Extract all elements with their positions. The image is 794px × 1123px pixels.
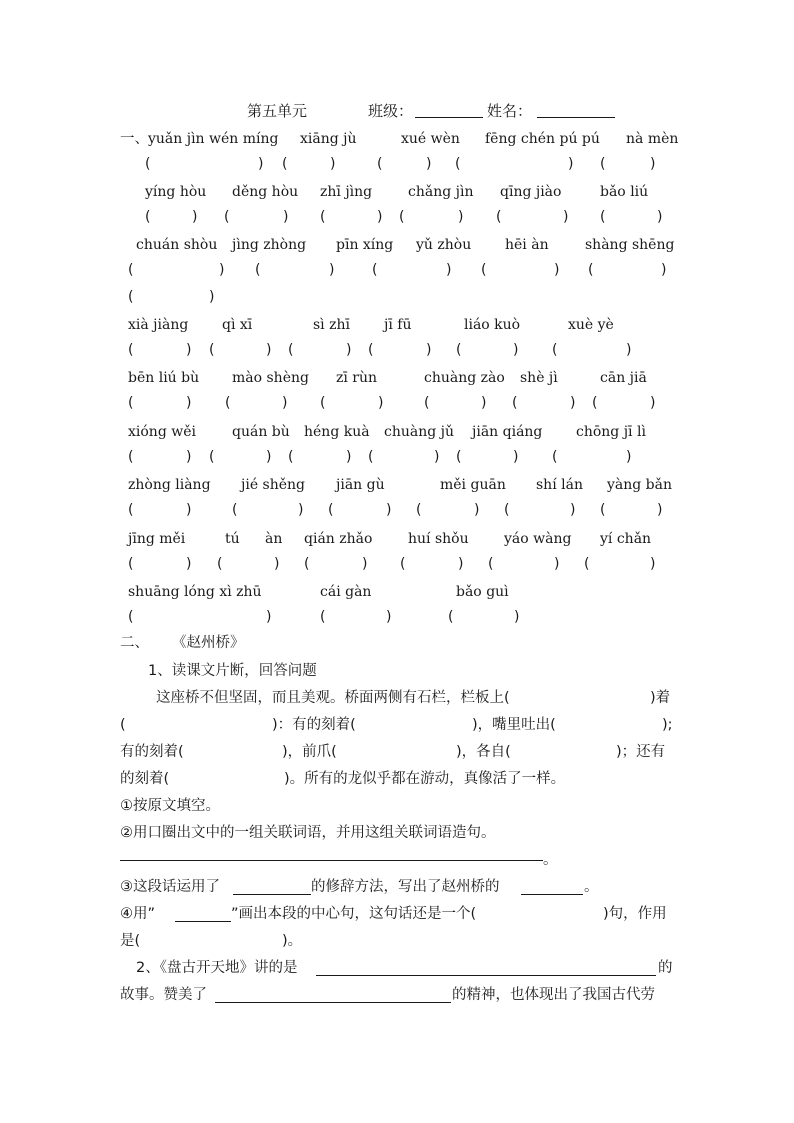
- question-2: 2、《盘古开天地》讲的是: [136, 960, 298, 976]
- answer-paren[interactable]: (: [368, 449, 374, 465]
- pinyin-item: chuàng zào: [424, 370, 505, 386]
- section-1-label: 一、: [120, 131, 149, 147]
- pinyin-item: zhòng liàng: [128, 477, 211, 493]
- pinyin-item: xuè yè: [568, 317, 614, 333]
- answer-paren[interactable]: (: [225, 395, 231, 411]
- answer-paren[interactable]: (: [224, 209, 230, 225]
- answer-paren[interactable]: ): [282, 395, 288, 411]
- answer-paren[interactable]: ): [568, 156, 574, 172]
- pinyin-item: yàng bǎn: [607, 477, 673, 493]
- rhetoric-blank[interactable]: [233, 880, 311, 895]
- answer-paren[interactable]: (: [552, 342, 558, 358]
- passage-text: )，前爪(: [282, 744, 337, 760]
- answer-paren[interactable]: (: [399, 209, 405, 225]
- answer-paren[interactable]: ): [258, 156, 264, 172]
- answer-paren[interactable]: (: [288, 342, 294, 358]
- passage-text: )，各自(: [456, 744, 511, 760]
- pinyin-item: qīng jiào: [500, 184, 562, 200]
- answer-paren[interactable]: (: [592, 395, 598, 411]
- answer-paren[interactable]: (: [455, 156, 461, 172]
- pinyin-item: xià jiàng: [128, 317, 189, 333]
- answer-paren[interactable]: (: [368, 342, 374, 358]
- answer-paren[interactable]: (: [456, 449, 462, 465]
- pinyin-item: mào shèng: [232, 370, 309, 386]
- answer-paren[interactable]: (: [320, 209, 326, 225]
- pinyin-item: chuán shòu: [136, 237, 218, 253]
- answer-paren[interactable]: (: [600, 502, 606, 518]
- passage-text: );: [662, 717, 673, 733]
- story-blank[interactable]: [316, 961, 656, 976]
- answer-paren[interactable]: ): [266, 609, 272, 625]
- section-2-title: 《赵州桥》: [172, 635, 245, 651]
- answer-paren[interactable]: ): [186, 342, 192, 358]
- sub-question-3-mid: 的修辞方法，写出了赵州桥的: [311, 879, 500, 895]
- question-1-title: 1、读课文片断，回答问题: [148, 663, 317, 679]
- answer-paren[interactable]: ): [481, 395, 487, 411]
- answer-paren[interactable]: ): [458, 209, 464, 225]
- answer-paren[interactable]: ): [346, 449, 352, 465]
- answer-paren[interactable]: ): [657, 502, 663, 518]
- pinyin-item: shí lán: [536, 477, 583, 493]
- class-blank[interactable]: [415, 103, 483, 118]
- pinyin-item: shè jì: [520, 370, 558, 386]
- answer-paren[interactable]: (: [400, 556, 406, 572]
- pinyin-item: děng hòu: [232, 184, 299, 200]
- passage-text: )着: [650, 690, 671, 706]
- answer-paren[interactable]: (: [377, 156, 383, 172]
- answer-paren[interactable]: (: [128, 449, 134, 465]
- passage-text: 有的刻着(: [120, 744, 184, 760]
- answer-paren[interactable]: (: [504, 502, 510, 518]
- passage-text: (: [120, 717, 126, 733]
- passage-text: )。所有的龙似乎都在游动，真像活了一样。: [284, 771, 566, 787]
- pinyin-item: cān jiā: [600, 370, 647, 386]
- answer-paren[interactable]: (: [320, 609, 326, 625]
- answer-paren[interactable]: (: [584, 556, 590, 572]
- answer-paren[interactable]: ): [657, 209, 663, 225]
- pinyin-item: cái gàn: [320, 584, 372, 600]
- pinyin-item: héng kuà: [304, 424, 370, 440]
- pinyin-item: jīng měi: [128, 531, 186, 547]
- pinyin-item: xué wèn: [401, 131, 460, 147]
- pinyin-item: jié shěng: [241, 477, 306, 493]
- sub-question-2: ②用口圈出文中的一组关联词语，并用这组关联词语造句。: [120, 825, 496, 841]
- pinyin-item: jiān qiáng: [472, 424, 543, 440]
- pinyin-item: chōng jī lì: [576, 424, 646, 440]
- answer-paren[interactable]: ): [378, 395, 384, 411]
- answer-paren[interactable]: (: [232, 502, 238, 518]
- sentence-answer-line[interactable]: [120, 846, 543, 861]
- answer-paren[interactable]: ): [446, 262, 452, 278]
- answer-paren[interactable]: ): [274, 556, 280, 572]
- answer-paren[interactable]: (: [512, 395, 518, 411]
- sub-question-3-end: 。: [584, 879, 599, 895]
- sub-question-2-end: 。: [543, 852, 558, 868]
- answer-paren[interactable]: ): [426, 156, 432, 172]
- answer-paren[interactable]: ): [192, 209, 198, 225]
- pinyin-item: zhī jìng: [320, 184, 373, 200]
- answer-paren[interactable]: ): [626, 449, 632, 465]
- answer-paren[interactable]: (: [128, 289, 134, 305]
- answer-paren[interactable]: ): [219, 262, 225, 278]
- pinyin-item: jìng zhòng: [232, 237, 307, 253]
- pinyin-item: huí shǒu: [408, 531, 469, 547]
- answer-paren[interactable]: ): [186, 502, 192, 518]
- pinyin-item: yáo wàng: [504, 531, 572, 547]
- answer-paren[interactable]: ): [426, 342, 432, 358]
- pinyin-item: xiāng jù: [300, 131, 357, 147]
- answer-paren[interactable]: (: [282, 156, 288, 172]
- pinyin-item: bǎo liú: [600, 184, 649, 200]
- unit-title: 第五单元: [247, 102, 308, 120]
- answer-paren[interactable]: (: [145, 209, 151, 225]
- answer-paren[interactable]: (: [600, 156, 606, 172]
- answer-paren[interactable]: ): [329, 262, 335, 278]
- pinyin-item: pīn xíng: [336, 237, 394, 253]
- underline-sample-blank[interactable]: [175, 907, 231, 922]
- answer-paren[interactable]: ): [661, 262, 667, 278]
- answer-paren[interactable]: ): [434, 449, 440, 465]
- pinyin-item: zī rùn: [336, 370, 378, 386]
- section-2-label: 二、: [120, 635, 149, 651]
- answer-paren[interactable]: ): [330, 156, 336, 172]
- class-label: 班级：: [368, 102, 414, 120]
- answer-paren[interactable]: (: [209, 342, 215, 358]
- answer-paren[interactable]: (: [128, 342, 134, 358]
- answer-paren[interactable]: (: [128, 556, 134, 572]
- answer-paren[interactable]: ): [570, 395, 576, 411]
- answer-paren[interactable]: ): [186, 556, 192, 572]
- pinyin-item: chǎng jìn: [408, 184, 474, 200]
- answer-paren[interactable]: ): [386, 502, 392, 518]
- answer-paren[interactable]: (: [128, 502, 134, 518]
- sub-question-3: ③这段话运用了: [120, 879, 220, 895]
- pinyin-item: nà mèn: [626, 131, 679, 147]
- answer-paren[interactable]: ): [563, 209, 569, 225]
- answer-paren[interactable]: (: [304, 556, 310, 572]
- answer-paren[interactable]: ): [513, 449, 519, 465]
- pinyin-item: shuāng lóng xì zhū: [128, 584, 262, 600]
- answer-paren[interactable]: ): [186, 395, 192, 411]
- sub-question-1: ①按原文填空。: [120, 798, 220, 814]
- answer-paren[interactable]: (: [481, 262, 487, 278]
- answer-paren[interactable]: (: [128, 395, 134, 411]
- answer-paren[interactable]: (: [488, 556, 494, 572]
- sub-question-4-line2-end: )。: [282, 933, 303, 949]
- sub-question-4-mid: ”画出本段的中心句，这句话还是一个(: [231, 906, 477, 922]
- answer-paren[interactable]: ): [346, 342, 352, 358]
- pinyin-item: bǎo guì: [456, 584, 509, 600]
- spirit-blank[interactable]: [215, 988, 451, 1003]
- answer-paren[interactable]: ): [458, 556, 464, 572]
- question-2-line2: 故事。赞美了: [120, 987, 207, 1003]
- question-2-line2-end: 的精神，也体现出了我国古代劳: [452, 987, 655, 1003]
- answer-paren[interactable]: ): [209, 289, 215, 305]
- answer-paren[interactable]: ): [386, 609, 392, 625]
- answer-paren[interactable]: (: [145, 156, 151, 172]
- answer-paren[interactable]: (: [128, 609, 134, 625]
- answer-paren[interactable]: ): [570, 502, 576, 518]
- answer-paren[interactable]: (: [255, 262, 261, 278]
- pinyin-item: sì zhī: [313, 317, 350, 333]
- pinyin-item: yíng hòu: [145, 184, 207, 200]
- passage-text: )：有的刻着(: [272, 717, 356, 733]
- pinyin-item: qián zhǎo: [304, 531, 373, 547]
- answer-paren[interactable]: (: [128, 262, 134, 278]
- answer-paren[interactable]: (: [217, 556, 223, 572]
- answer-paren[interactable]: ): [554, 556, 560, 572]
- answer-paren[interactable]: (: [456, 342, 462, 358]
- pinyin-item: àn: [265, 531, 283, 547]
- answer-paren[interactable]: (: [448, 609, 454, 625]
- answer-paren[interactable]: ): [650, 556, 656, 572]
- answer-paren[interactable]: (: [288, 449, 294, 465]
- answer-paren[interactable]: (: [600, 209, 606, 225]
- answer-paren[interactable]: ): [283, 209, 289, 225]
- answer-paren[interactable]: ): [626, 342, 632, 358]
- answer-paren[interactable]: ): [298, 502, 304, 518]
- answer-paren[interactable]: ): [474, 502, 480, 518]
- pinyin-item: yǔ zhòu: [416, 237, 472, 253]
- answer-paren[interactable]: (: [320, 395, 326, 411]
- answer-paren[interactable]: ): [650, 395, 656, 411]
- answer-paren[interactable]: (: [416, 502, 422, 518]
- answer-paren[interactable]: (: [424, 395, 430, 411]
- answer-paren[interactable]: (: [496, 209, 502, 225]
- answer-paren[interactable]: ): [186, 449, 192, 465]
- pinyin-item: shàng shēng: [585, 237, 675, 253]
- answer-paren[interactable]: ): [266, 342, 272, 358]
- pinyin-item: jī fū: [384, 317, 412, 333]
- pinyin-item: qì xī: [222, 317, 253, 333]
- answer-paren[interactable]: ): [362, 556, 368, 572]
- sub-question-4: ④用”: [120, 906, 156, 922]
- feature-blank[interactable]: [521, 880, 583, 895]
- passage-text: )；还有: [616, 744, 666, 760]
- answer-paren[interactable]: ): [514, 609, 520, 625]
- pinyin-item: quán bù: [232, 424, 290, 440]
- passage-text: 这座桥不但坚固，而且美观。桥面两侧有石栏，栏板上(: [156, 690, 510, 706]
- pinyin-item: bēn liú bù: [128, 370, 200, 386]
- answer-paren[interactable]: ): [266, 449, 272, 465]
- pinyin-item: fēng chén pú pú: [485, 131, 600, 147]
- pinyin-item: tú: [225, 531, 240, 547]
- question-2-end: 的: [658, 960, 673, 976]
- pinyin-item: hēi àn: [505, 237, 549, 253]
- answer-paren[interactable]: (: [588, 262, 594, 278]
- pinyin-item: jiān gù: [336, 477, 385, 493]
- answer-paren[interactable]: ): [377, 209, 383, 225]
- pinyin-item: chuàng jǔ: [384, 424, 455, 440]
- answer-paren[interactable]: (: [328, 502, 334, 518]
- answer-paren[interactable]: ): [513, 342, 519, 358]
- pinyin-item: liáo kuò: [464, 317, 521, 333]
- answer-paren[interactable]: (: [552, 449, 558, 465]
- answer-paren[interactable]: ): [650, 156, 656, 172]
- name-label: 姓名：: [487, 102, 533, 120]
- pinyin-item: xióng wěi: [128, 424, 196, 440]
- answer-paren[interactable]: (: [209, 449, 215, 465]
- pinyin-item: yí chǎn: [600, 531, 652, 547]
- pinyin-item: měi guān: [440, 477, 506, 493]
- pinyin-item: yuǎn jìn wén míng: [148, 131, 279, 147]
- name-blank[interactable]: [537, 103, 615, 118]
- passage-text: 的刻着(: [120, 771, 170, 787]
- sub-question-4-end: )句，作用: [603, 906, 667, 922]
- sub-question-4-line2: 是(: [120, 933, 141, 949]
- passage-text: )，嘴里吐出(: [472, 717, 556, 733]
- answer-paren[interactable]: (: [372, 262, 378, 278]
- answer-paren[interactable]: ): [554, 262, 560, 278]
